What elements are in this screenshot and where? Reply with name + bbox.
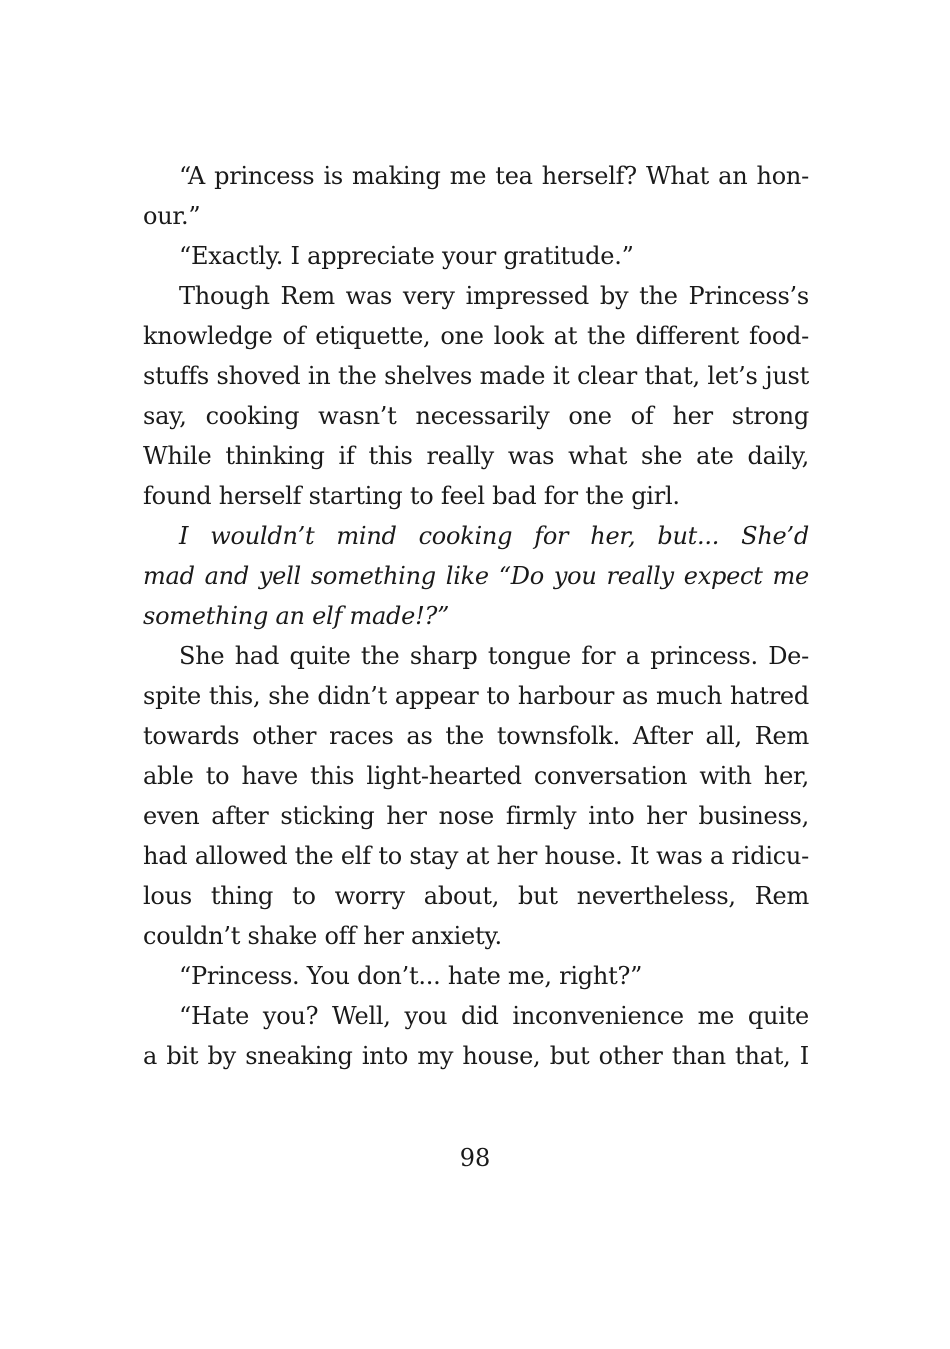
text-line: “Exactly. I appreciate your gratitude.” xyxy=(179,242,634,270)
paragraph-5 xyxy=(143,636,809,956)
text-line: stuffs shoved in the shelves made it clear that, let’s just xyxy=(143,362,809,390)
text-line: She had quite the sharp tongue for a princess. De- xyxy=(179,642,809,670)
text-line: knowledge of etiquette, one look at the different food- xyxy=(143,322,809,350)
paragraph-7 xyxy=(143,996,809,1076)
book-page-body xyxy=(143,156,809,1076)
text-line: “Hate you? Well, you did inconvenience me quite xyxy=(179,1002,809,1030)
text-line: our.” xyxy=(143,202,201,230)
text-line: say, cooking wasn’t necessarily one of her strong xyxy=(143,402,809,430)
text-line: a bit by sneaking into my house, but other than that, I xyxy=(143,1042,809,1070)
text-line: “A princess is making me tea herself? What an hon- xyxy=(179,162,809,190)
text-line: mad and yell something like “Do you really expect me xyxy=(143,562,809,590)
paragraph-4-italic-thought xyxy=(143,516,809,636)
text-line: spite this, she didn’t appear to harbour as much hatred xyxy=(143,682,809,710)
text-line: something an elf made!?” xyxy=(143,602,450,630)
text-line: I wouldn’t mind cooking for her, but... She’d xyxy=(179,522,809,550)
text-line: couldn’t shake off her anxiety. xyxy=(143,922,502,950)
text-line: “Princess. You don’t... hate me, right?” xyxy=(179,962,643,990)
paragraph-1 xyxy=(143,156,809,236)
paragraph-2 xyxy=(143,236,809,276)
text-line: had allowed the elf to stay at her house. It was a ridicu- xyxy=(143,842,809,870)
text-line: lous thing to worry about, but nevertheless, Rem xyxy=(143,882,809,910)
text-line: found herself starting to feel bad for the girl. xyxy=(143,482,680,510)
text-line: towards other races as the townsfolk. After all, Rem xyxy=(143,722,809,750)
text-line: While thinking if this really was what she ate daily, xyxy=(143,442,809,470)
paragraph-3 xyxy=(143,276,809,516)
page-number: 98 xyxy=(459,1144,491,1172)
text-line: even after sticking her nose firmly into her business, xyxy=(143,802,809,830)
text-line: Though Rem was very impressed by the Princess’s xyxy=(179,282,809,310)
paragraph-6 xyxy=(143,956,809,996)
text-line: able to have this light-hearted conversation with her, xyxy=(143,762,809,790)
